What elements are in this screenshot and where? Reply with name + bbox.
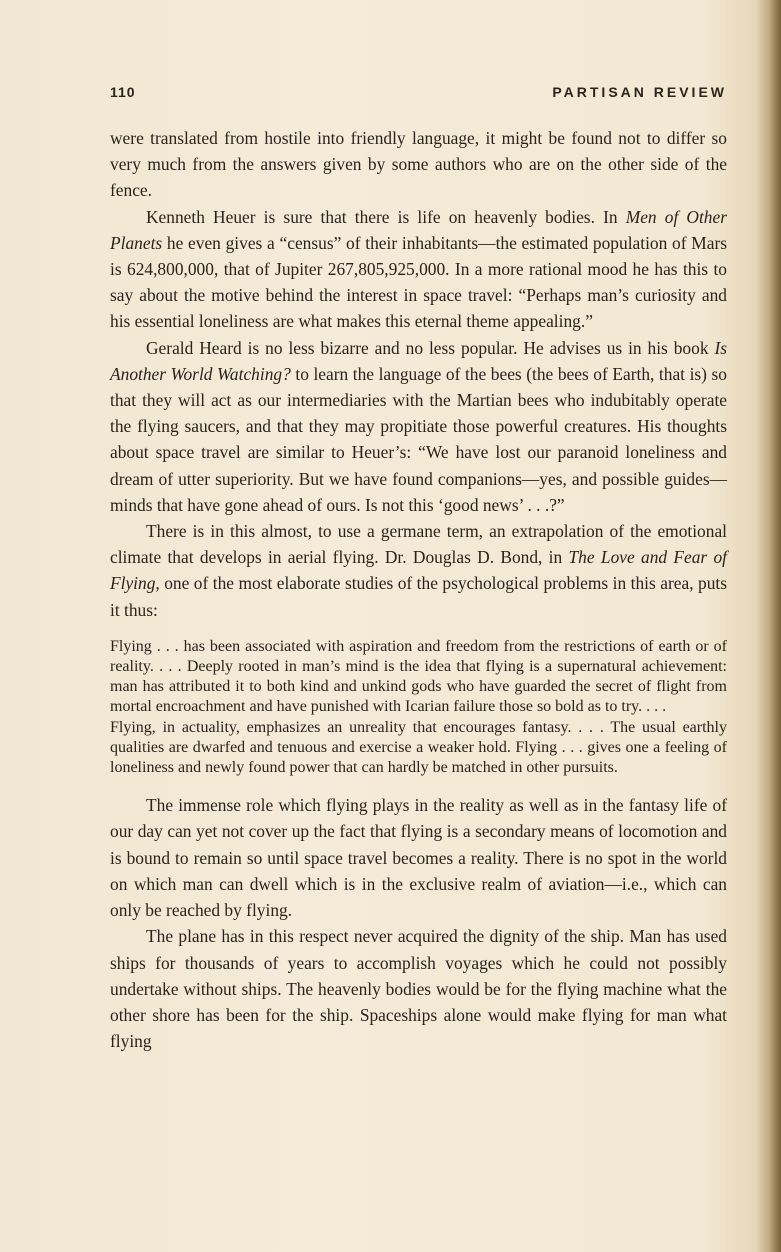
- paragraph-plane-ship: The plane has in this respect never acquired the dignity of the ship. Man has used ships for thousands of years to accomplish voyages which he could not possibly undertake without ships. The heavenly bodies would be for the flying machine what the other shore has been for the ship. Spaceships alone would make flying for man what flying: [110, 926, 727, 1052]
- body-text: [110, 125, 727, 1054]
- paragraph-text: one of the most elaborate studies of the psychological problems in this area, puts it thus:: [110, 573, 727, 620]
- paragraph-text: he even gives a “census” of their inhabitants—the estimated population of Mars is 624,800,000, that of Jupiter 267,805,925,000. In a more rational mood he has this to say about the motive behind the interest in space travel: “Perhaps man’s curiosity and his essential loneliness are what makes this eternal theme appealing.”: [110, 232, 727, 332]
- paragraph-heard: [110, 335, 727, 518]
- paragraph-text: Kenneth Heuer is sure that there is life on heavenly bodies. In: [146, 206, 626, 227]
- quote-paragraph: Flying, in actuality, emphasizes an unreality that encourages fantasy. . . . The usual earthly qualities are dwarfed and tenuous and exercise a weaker hold. Flying . . . gives one a feeling of loneliness and newly found power that can hardly be matched in other pursuits.: [110, 718, 727, 777]
- book-title: Is Another World Watching?: [110, 337, 727, 384]
- paragraph-heuer: [110, 204, 727, 335]
- paragraph-immense-role: The immense role which flying plays in the reality as well as in the fantasy life of our day can yet not cover up the fact that flying is a secondary means of locomotion and is bound to remain so until space travel becomes a reality. There is no spot in the world on which man can dwell which is in the exclusive realm of aviation—i.e., which can only be reached by flying.: [110, 795, 727, 921]
- running-title: PARTISAN REVIEW: [552, 84, 727, 100]
- book-title: The Love and Fear of Flying,: [110, 547, 728, 594]
- paragraph-text: to learn the language of the bees (the bees of Earth, that is) so that they will act as our intermediaries with the Martian bees who indubitably operate the flying saucers, and that they may propitiate those powerful creatures. His thoughts about space travel are similar to Heuer’s: “We have lost our paranoid loneliness and dream of utter superiority. But we have found companions—yes, and possible guides—minds that have gone ahead of ours. Is not this ‘good news’ . . .?”: [110, 363, 727, 515]
- paragraph-text: Gerald Heard is no less bizarre and no less popular. He advises us in his book: [146, 337, 715, 358]
- running-header: [110, 84, 727, 106]
- quote-paragraph: Flying . . . has been associated with aspiration and freedom from the restrictions of earth or of reality. . . . Deeply rooted in man’s mind is the idea that flying is a supernatural achievement: man has attributed it to both kind and unkind gods who have guarded the secret of flight from mortal encroachment and have punished with Icarian failure those so bold as to try. . . .: [110, 637, 727, 716]
- paragraph-bond: [110, 518, 727, 623]
- book-title: Men of Other Planets: [110, 206, 727, 253]
- paragraph-continued: were translated from hostile into friendly language, it might be found not to differ so very much from the answers given by some authors who are on the other side of the fence.: [110, 128, 727, 201]
- page-edge-shadow: [755, 0, 781, 1252]
- block-quote: [110, 637, 727, 778]
- paragraph-text: There is in this almost, to use a germane term, an extrapolation of the emotional climate that develops in aerial flying. Dr. Douglas D. Bond, in: [110, 521, 727, 568]
- page-number: 110: [110, 84, 136, 100]
